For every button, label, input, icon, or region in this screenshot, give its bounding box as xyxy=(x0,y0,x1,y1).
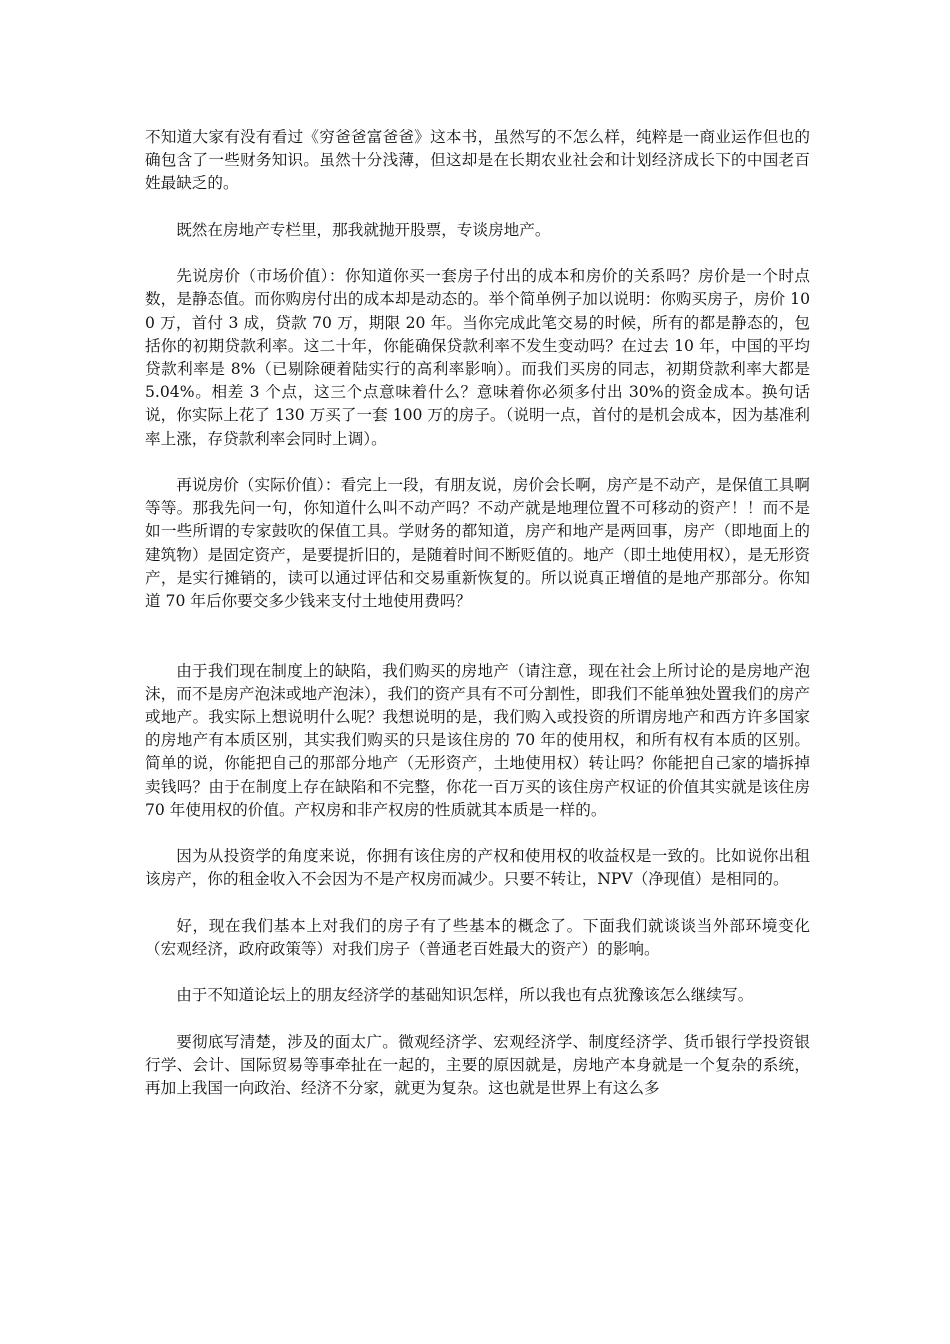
paragraph-2: 既然在房地产专栏里，那我就抛开股票，专谈房地产。 xyxy=(176,220,551,239)
paragraph-spacer xyxy=(145,451,810,474)
document-body xyxy=(145,126,810,1100)
paragraph-spacer xyxy=(145,892,810,915)
paragraph-spacer xyxy=(145,822,810,845)
paragraph-6: 因为从投资学的角度来说，你拥有该住房的产权和使用权的收益权是一致的。比如说你出租该房产，你的租金收入不会因为不是产权房而减少。只要不转让，NPV（净现值）是相同的。 xyxy=(145,847,810,889)
paragraph-5: 由于我们现在制度上的缺陷，我们购买的房地产（请注意，现在社会上所讨论的是房地产泡沫，而不是房产泡沫或地产泡沫），我们的资产具有不可分割性，即我们不能单独处置我们的房产或地产。我实际上想说明什么呢？我想说明的是，我们购入或投资的所谓房地产和西方许多国家的房地产有本质区别，其实我们购买的只是该住房的 70 年的使用权，和所有权有本质的区别。简单的说，你能把自己的那部分地产（无形资产，土地使用权）转让吗？你能把自己家的墙拆掉卖钱吗？由于在制度上存在缺陷和不完整，你花一百万买的该住房产权证的价值其实就是该住房 70 年使用权的价值。产权房和非产权房的性质就其本质是一样的。 xyxy=(145,661,810,819)
paragraph-7: 好，现在我们基本上对我们的房子有了些基本的概念了。下面我们就谈谈当外部环境变化（宏观经济，政府政策等）对我们房子（普通老百姓最大的资产）的影响。 xyxy=(145,916,810,959)
paragraph-1: 不知道大家有没有看过《穷爸爸富爸爸》这本书，虽然写的不怎么样，纯粹是一商业运作但也的确包含了一些财务知识。虽然十分浅薄，但这却是在长期农业社会和计划经济成长下的中国老百姓最缺乏的。 xyxy=(145,128,810,193)
paragraph-spacer xyxy=(145,242,810,265)
paragraph-3: 先说房价（市场价值）：你知道你买一套房子付出的成本和房价的关系吗？房价是一个时点数，是静态值。而你购房付出的成本却是动态的。举个简单例子加以说明：你购买房子，房价 100 万，首付 3 成，贷款 70 万，期限 20 年。当你完成此笔交易的时候，所有的都是静态的，包括你的初期贷款利率。这二十年，你能确保贷款利率不发生变动吗？在过去 10 年，中国的平均贷款利率是 8%（已剔除硬着陆实行的高利率影响）。而我们买房的同志，初期贷款利率大都是 5.04%。相差 3 个点，这三个点意味着什么？意味着你必须多付出 30%的资金成本。换句话说，你实际上花了 130 万买了一套 100 万的房子。（说明一点，首付的是机会成本，因为基准利率上涨，存贷款利率会同时上调）。 xyxy=(145,267,810,448)
paragraph-spacer xyxy=(145,1008,810,1031)
paragraph-4: 再说房价（实际价值）：看完上一段，有朋友说，房价会长啊，房产是不动产，是保值工具啊等等。那我先问一句，你知道什么叫不动产吗？不动产就是地理位置不可移动的资产！！而不是如一些所谓的专家鼓吹的保值工具。学财务的都知道，房产和地产是两回事，房产（即地面上的建筑物）是固定资产，是要提折旧的，是随着时间不断贬值的。地产（即土地使用权），是无形资产，是实行摊销的，读可以通过评估和交易重新恢复的。所以说真正增值的是地产那部分。你知道 70 年后你要交多少钱来支付土地使用费吗？ xyxy=(145,476,810,611)
paragraph-spacer xyxy=(145,961,810,984)
paragraph-spacer xyxy=(145,196,810,219)
paragraph-8: 由于不知道论坛上的朋友经济学的基础知识怎样，所以我也有点犹豫该怎么继续写。 xyxy=(176,986,754,1005)
paragraph-spacer xyxy=(145,613,810,659)
paragraph-9: 要彻底写清楚，涉及的面太广。微观经济学、宏观经济学、制度经济学、货币银行学投资银行学、会计、国际贸易等事牵扯在一起的，主要的原因就是，房地产本身就是一个复杂的系统，再加上我国一向政治、经济不分家，就更为复杂。这也就是世界上有这么多 xyxy=(145,1032,810,1098)
